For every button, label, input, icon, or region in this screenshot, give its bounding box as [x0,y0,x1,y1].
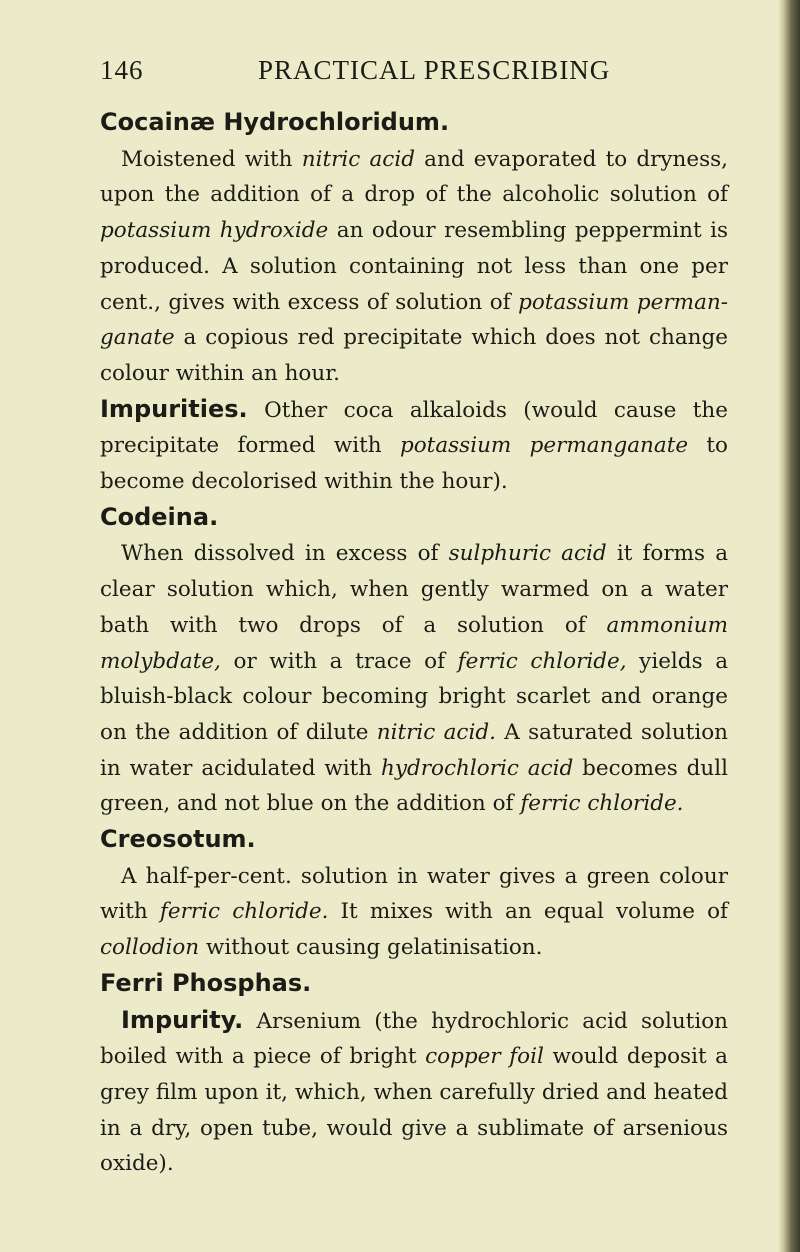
section-heading: Ferri Phosphas. [100,968,312,997]
page-edge-shadow [778,0,800,1252]
running-title: PRACTICAL PRESCRIBING [258,55,611,85]
section-heading: Impurity. [121,1005,244,1034]
section-heading: Impurities. [100,394,248,423]
section-paragraph: When dissolved in excess of sulphuric acid it forms a clear solution which, when gently warmed on a water bath with two drops of a solution of ammonium molybdate, or with a trace of ferric chloride, yields a bluish-black colour becoming bright scarlet and orange on the addition of dilute nitric acid. A saturated solution in water acidulated with hydrochloric acid becomes dull green, and not blue on the addition of ferric chloride. [100,541,729,817]
page-body [100,105,728,1182]
section-codeina [100,500,728,822]
section-ferri-phosphas [100,966,728,1003]
section-impurities [100,392,728,500]
section-cocainae [100,105,728,392]
page-header [0,55,800,95]
section-creosotum [100,822,728,966]
section-paragraph: Impurities. Other coca alkaloids (would cause the precipitate formed with potassium permanganate to become decolorised within the hour). [100,394,728,495]
section-heading: Cocainæ Hydrochloridum. [100,108,450,136]
section-impurity [100,1003,728,1183]
section-paragraph: A half-per-cent. solution in water gives a green colour with ferric chloride. It mixes with an equal volume of collodion without causing gelatinisation. [100,863,728,961]
section-paragraph: Impurity. Arsenium (the hydrochloric acid solution boiled with a piece of bright copper foil would deposit a grey film upon it, which, when carefully dried and heated in a dry, open tube, would give a sublimate of arsenious oxide). [100,1005,728,1177]
section-paragraph: Moistened with nitric acid and evaporated to dryness, upon the addition of a drop of the alcoholic solution of potassium hydroxide an odour resembling peppermint is produced. A solution containing not less than one per cent., gives with excess of solution of potassium perman-ganate a copious red precipitate which does not change colour within an hour. [100,146,729,386]
section-heading: Codeina. [100,502,219,531]
page-number: 146 [100,55,144,85]
section-heading: Creosotum. [100,825,256,854]
